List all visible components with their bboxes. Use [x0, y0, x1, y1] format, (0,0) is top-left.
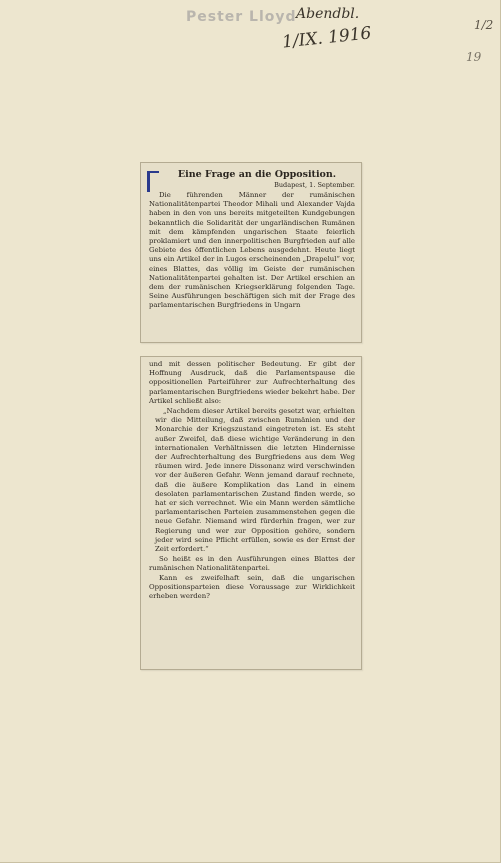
article-quote: „Nachdem dieser Artikel bereits gesetzt war, erhielten wir die Mitteilung, daß zwischen Rumänien und der Monarchie der Kriegszustand eingetreten ist. Es steht außer Zweifel, daß diese wichtige Veränderung in den internationalen Verhältnissen die letzten Hindernisse der Aufrechterhaltung des Burgfriedens aus dem Weg räumen wird. Jede innere Dissonanz wird verschwinden vor der äußeren Gefahr. Wenn jemand darauf rechnete, daß die äußere Komplikation das Land in einem desolaten parlamentarischen Zustand finden werde, so hat er sich verrechnet. Wie ein Mann werden sämtliche parlamentarischen Parteien zusammenstehen gegen die neue Gefahr. Niemand wird fürderhin fragen, wer zur Regierung und wer zur Opposition gehöre, sondern jeder wird seine Pflicht erfüllen, sowie es der Ernst der Zeit erfordert.“ [155, 407, 355, 554]
newspaper-stamp: Pester Lloyd [186, 9, 297, 25]
blue-pencil-mark [147, 171, 159, 192]
folio-mark: 1/2 [474, 18, 494, 32]
article-paragraph-2: So heißt es in den Ausführungen eines Blattes der rumänischen Nationalitätenpartei. [149, 555, 355, 573]
clipping-upper [140, 162, 362, 343]
article-paragraph-1: Die führenden Männer der rumänischen Nationalitätenpartei Theodor Mihali und Alexander Vajda haben in den von uns bereits mitgeteilten Kundgebungen bekanntlich die Solidarität der ungarländischen Rumänen mit dem kämpfenden ungarischen Staate feierlich proklamiert und den innerpolitischen Burgfrieden auf alle Gebiete des öffentlichen Lebens ausgedehnt. Heute liegt uns ein Artikel der in Lugos erscheinenden „Drapelul“ vor, eines Blattes, das völlig im Geiste der rumänischen Nationalitätenpartei gehalten ist. Der Artikel erschien an dem der rumänischen Kriegserklärung folgenden Tage. Seine Ausführungen beschäftigen sich mit der Frage des parlamentarischen Burgfriedens in Ungarn [149, 191, 355, 310]
clipping-lower [140, 356, 362, 670]
handwritten-date: 1/IX. 1916 [281, 23, 373, 53]
article-paragraph-3: Kann es zweifelhaft sein, daß die ungarischen Oppositionsparteien diese Voraussage zur Wirklichkeit erheben werden? [149, 573, 355, 601]
handwritten-edition-note: Abendbl. [296, 6, 360, 22]
article-dateline: Budapest, 1. September. [274, 181, 355, 189]
article-paragraph-1-continued: und mit dessen politischer Bedeutung. Er gibt der Hoffnung Ausdruck, daß die Parlamentspause die oppositionellen Parteiführer zur Aufrechterhaltung des parlamentarischen Burgfriedens wieder bekehrt habe. Der Artikel schließt also: [149, 360, 355, 405]
article-headline: Eine Frage an die Opposition. [177, 169, 337, 180]
page-number: 19 [466, 50, 482, 64]
